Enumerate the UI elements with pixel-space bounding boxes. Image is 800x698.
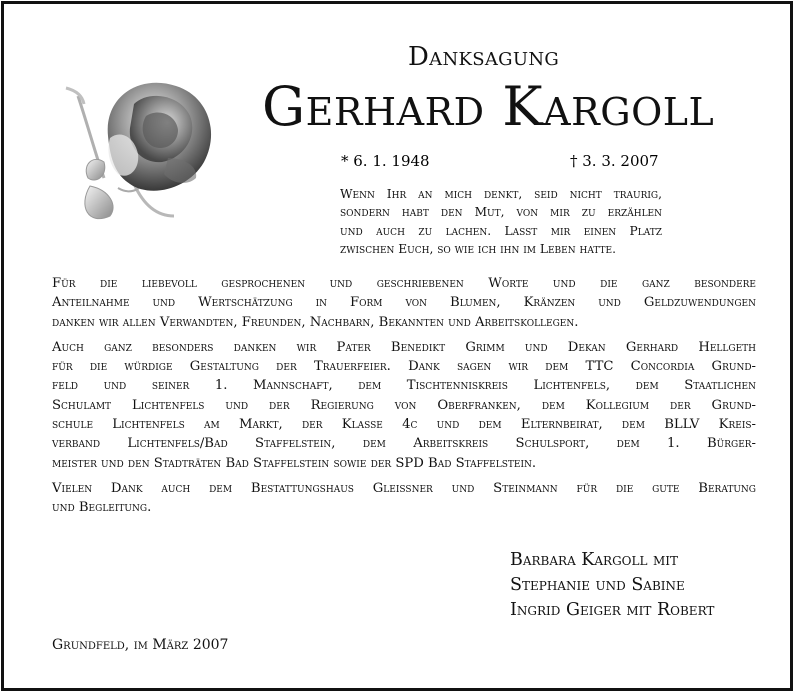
text-line: schule Lichtenfels am Markt, der Klasse 4c und dem Elternbeirat, dem BLLV Kreis- [52,417,756,433]
text-line: und Begleitung. [52,500,152,516]
birth-date: * 6. 1. 1948 [341,152,430,170]
paragraph [52,338,756,473]
page-title: Danksagung [408,42,560,72]
text-line: Auch ganz besonders danken wir Pater Benedikt Grimm und Dekan Gerhard Hellgeth [52,339,756,355]
place-date: Grundfeld, im März 2007 [52,637,229,653]
paragraph [52,479,756,518]
death-date: † 3. 3. 2007 [570,152,659,170]
poem [340,185,662,259]
rose-icon [48,66,224,238]
deceased-name: Gerhard Kargoll [262,75,715,138]
text-line: danken wir allen Verwandten, Freunden, Nachbarn, Bekannten und Arbeitskollegen. [52,314,579,330]
text-line: feld und seiner 1. Mannschaft, dem Tischtenniskreis Lichtenfels, dem Staatlichen [52,378,756,394]
poem-line: sondern habt den Mut, von mir zu erzählen [340,205,662,220]
text-line: meister und den Stadträten Bad Staffelstein sowie der SPD Bad Staffelstein. [52,455,537,471]
obituary-card [1,1,793,691]
thanks-text [52,274,756,524]
text-line: verband Lichtenfels/Bad Staffelstein, dem Arbeitskreis Schulsport, dem 1. Bürger- [52,436,756,452]
paragraph [52,274,756,332]
text-line: Vielen Dank auch dem Bestattungshaus Gleissner und Steinmann für die gute Beratung [52,480,756,496]
text-line: Für die liebevoll gesprochenen und geschriebenen Worte und die ganz besondere [52,276,756,291]
signature-line: Ingrid Geiger mit Robert [510,599,715,620]
signature-line: Barbara Kargoll mit [510,550,679,570]
text-line: für die würdige Gestaltung der Trauerfeier. Dank sagen wir dem TTC Concordia Grund- [52,359,756,375]
signature-line: Stephanie und Sabine [510,574,685,595]
text-line: Anteilnahme und Wertschätzung in Form von Blumen, Kränzen und Geldzuwendungen [52,295,756,311]
poem-line: zwischen Euch, so wie ich ihn im Leben hatte. [340,242,616,257]
text-line: Schulamt Lichtenfels und der Regierung von Oberfranken, dem Kollegium der Grund- [52,397,756,413]
poem-line: Wenn Ihr an mich denkt, seid nicht traurig, [340,187,662,201]
signatures [510,548,714,622]
poem-line: und auch zu lachen. Lasst mir einen Platz [340,223,662,238]
